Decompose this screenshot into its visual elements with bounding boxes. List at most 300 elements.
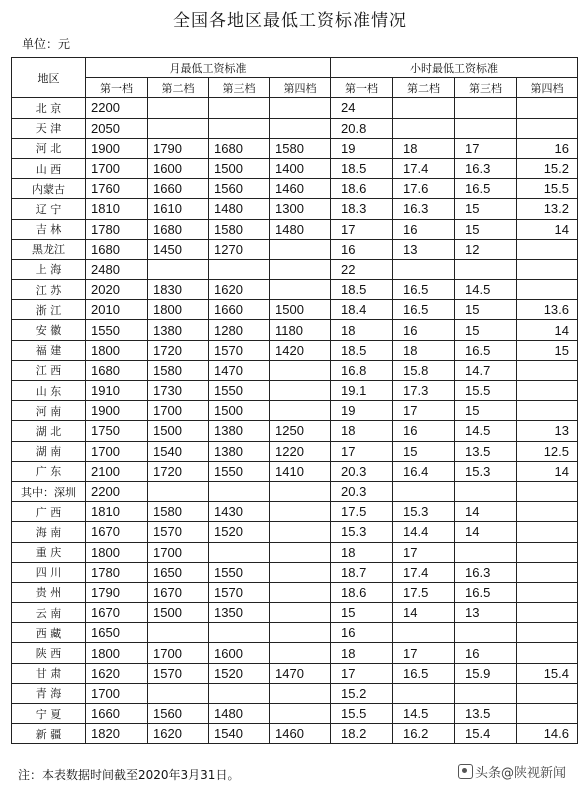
header-monthly-tier-1: 第一档 — [86, 78, 148, 98]
monthly-tier-4-cell — [270, 522, 331, 542]
hourly-tier-1-cell: 17 — [331, 663, 393, 683]
hourly-tier-1-cell: 20.8 — [331, 118, 393, 138]
monthly-tier-3-cell: 1540 — [209, 724, 270, 744]
hourly-tier-3-cell: 12 — [455, 239, 517, 259]
hourly-tier-1-cell: 18 — [331, 542, 393, 562]
monthly-tier-1-cell: 1680 — [86, 360, 148, 380]
hourly-tier-1-cell: 18.6 — [331, 179, 393, 199]
monthly-tier-4-cell: 1420 — [270, 340, 331, 360]
monthly-tier-3-cell: 1680 — [209, 138, 270, 158]
hourly-tier-2-cell: 15.8 — [393, 360, 455, 380]
monthly-tier-2-cell: 1800 — [148, 300, 209, 320]
monthly-tier-2-cell: 1830 — [148, 280, 209, 300]
monthly-tier-3-cell: 1620 — [209, 280, 270, 300]
table-row — [12, 441, 578, 461]
hourly-tier-2-cell: 17 — [393, 542, 455, 562]
monthly-tier-2-cell — [148, 623, 209, 643]
header-monthly-tier-2: 第二档 — [148, 78, 209, 98]
monthly-tier-4-cell — [270, 704, 331, 724]
hourly-tier-3-cell: 16.5 — [455, 179, 517, 199]
monthly-tier-1-cell: 1900 — [86, 401, 148, 421]
hourly-tier-2-cell — [393, 98, 455, 118]
monthly-tier-2-cell: 1380 — [148, 320, 209, 340]
monthly-tier-2-cell — [148, 259, 209, 279]
table-row — [12, 542, 578, 562]
monthly-tier-1-cell: 1780 — [86, 562, 148, 582]
region-cell: 甘 肃 — [12, 663, 86, 683]
hourly-tier-2-cell — [393, 623, 455, 643]
hourly-tier-3-cell: 15.4 — [455, 724, 517, 744]
monthly-tier-2-cell — [148, 481, 209, 501]
hourly-tier-3-cell — [455, 259, 517, 279]
region-cell: 陕 西 — [12, 643, 86, 663]
monthly-tier-3-cell — [209, 623, 270, 643]
monthly-tier-1-cell: 2050 — [86, 118, 148, 138]
hourly-tier-2-cell — [393, 683, 455, 703]
hourly-tier-3-cell: 13.5 — [455, 441, 517, 461]
hourly-tier-2-cell: 16.4 — [393, 461, 455, 481]
hourly-tier-4-cell: 14 — [517, 320, 578, 340]
table-row — [12, 179, 578, 199]
monthly-tier-2-cell: 1650 — [148, 562, 209, 582]
hourly-tier-2-cell: 18 — [393, 138, 455, 158]
hourly-tier-4-cell: 14.6 — [517, 724, 578, 744]
table-row — [12, 461, 578, 481]
hourly-tier-1-cell: 18.5 — [331, 280, 393, 300]
hourly-tier-2-cell — [393, 259, 455, 279]
monthly-tier-1-cell: 1910 — [86, 381, 148, 401]
hourly-tier-2-cell: 15 — [393, 441, 455, 461]
hourly-tier-4-cell — [517, 704, 578, 724]
monthly-tier-4-cell — [270, 360, 331, 380]
hourly-tier-3-cell: 16.5 — [455, 582, 517, 602]
monthly-tier-2-cell: 1670 — [148, 582, 209, 602]
monthly-tier-1-cell: 1750 — [86, 421, 148, 441]
table-row — [12, 481, 578, 501]
hourly-tier-3-cell: 17 — [455, 138, 517, 158]
region-cell: 黑龙江 — [12, 239, 86, 259]
table-row — [12, 300, 578, 320]
hourly-tier-2-cell: 17 — [393, 401, 455, 421]
hourly-tier-3-cell: 15.5 — [455, 381, 517, 401]
hourly-tier-3-cell — [455, 98, 517, 118]
monthly-tier-4-cell — [270, 280, 331, 300]
hourly-tier-2-cell: 18 — [393, 340, 455, 360]
hourly-tier-2-cell: 15.3 — [393, 502, 455, 522]
region-cell: 天 津 — [12, 118, 86, 138]
monthly-tier-3-cell: 1380 — [209, 441, 270, 461]
hourly-tier-3-cell: 14.7 — [455, 360, 517, 380]
table-body — [12, 98, 578, 744]
monthly-tier-1-cell: 2200 — [86, 98, 148, 118]
region-cell: 江 西 — [12, 360, 86, 380]
header-row-groups — [12, 58, 578, 78]
monthly-tier-1-cell: 1790 — [86, 582, 148, 602]
hourly-tier-1-cell: 24 — [331, 98, 393, 118]
table-row — [12, 360, 578, 380]
hourly-tier-1-cell: 18.5 — [331, 340, 393, 360]
unit-label: 单位：元 — [22, 37, 71, 51]
monthly-tier-2-cell: 1700 — [148, 401, 209, 421]
region-cell: 湖 南 — [12, 441, 86, 461]
hourly-tier-1-cell: 17 — [331, 219, 393, 239]
hourly-tier-2-cell: 16.5 — [393, 280, 455, 300]
hourly-tier-2-cell — [393, 481, 455, 501]
monthly-tier-4-cell: 1180 — [270, 320, 331, 340]
monthly-tier-3-cell: 1520 — [209, 663, 270, 683]
hourly-tier-4-cell: 14 — [517, 461, 578, 481]
hourly-tier-4-cell — [517, 603, 578, 623]
table-row — [12, 724, 578, 744]
hourly-tier-2-cell: 14.4 — [393, 522, 455, 542]
hourly-tier-1-cell: 20.3 — [331, 481, 393, 501]
region-cell: 海 南 — [12, 522, 86, 542]
monthly-tier-4-cell — [270, 481, 331, 501]
monthly-tier-2-cell: 1720 — [148, 461, 209, 481]
region-cell: 上 海 — [12, 259, 86, 279]
monthly-tier-2-cell: 1540 — [148, 441, 209, 461]
monthly-tier-1-cell: 2010 — [86, 300, 148, 320]
hourly-tier-4-cell — [517, 381, 578, 401]
hourly-tier-4-cell: 13 — [517, 421, 578, 441]
hourly-tier-1-cell: 16 — [331, 623, 393, 643]
header-hourly-tier-3: 第三档 — [455, 78, 517, 98]
monthly-tier-2-cell: 1570 — [148, 522, 209, 542]
header-hourly: 小时最低工资标准 — [331, 58, 578, 78]
monthly-tier-3-cell: 1480 — [209, 704, 270, 724]
hourly-tier-2-cell: 16.3 — [393, 199, 455, 219]
table-row — [12, 138, 578, 158]
hourly-tier-4-cell: 15.2 — [517, 158, 578, 178]
hourly-tier-1-cell: 17 — [331, 441, 393, 461]
monthly-tier-2-cell: 1680 — [148, 219, 209, 239]
region-cell: 青 海 — [12, 683, 86, 703]
monthly-tier-2-cell: 1570 — [148, 663, 209, 683]
monthly-tier-4-cell — [270, 98, 331, 118]
monthly-tier-4-cell — [270, 381, 331, 401]
monthly-tier-4-cell — [270, 239, 331, 259]
hourly-tier-2-cell: 17.4 — [393, 562, 455, 582]
monthly-tier-1-cell: 1670 — [86, 603, 148, 623]
hourly-tier-4-cell — [517, 582, 578, 602]
monthly-tier-4-cell: 1480 — [270, 219, 331, 239]
monthly-tier-4-cell — [270, 683, 331, 703]
region-cell: 辽 宁 — [12, 199, 86, 219]
table-row — [12, 219, 578, 239]
monthly-tier-4-cell — [270, 542, 331, 562]
monthly-tier-4-cell: 1460 — [270, 179, 331, 199]
hourly-tier-1-cell: 18 — [331, 643, 393, 663]
header-hourly-tier-4: 第四档 — [517, 78, 578, 98]
table-row — [12, 199, 578, 219]
hourly-tier-4-cell — [517, 562, 578, 582]
monthly-tier-3-cell: 1500 — [209, 158, 270, 178]
table-row — [12, 623, 578, 643]
region-cell: 山 西 — [12, 158, 86, 178]
monthly-tier-1-cell: 1800 — [86, 643, 148, 663]
hourly-tier-1-cell: 15.2 — [331, 683, 393, 703]
hourly-tier-4-cell: 12.5 — [517, 441, 578, 461]
hourly-tier-2-cell — [393, 118, 455, 138]
monthly-tier-3-cell: 1570 — [209, 340, 270, 360]
monthly-tier-3-cell: 1550 — [209, 461, 270, 481]
table-row — [12, 562, 578, 582]
region-cell: 安 徽 — [12, 320, 86, 340]
monthly-tier-4-cell: 1580 — [270, 138, 331, 158]
region-cell: 湖 北 — [12, 421, 86, 441]
hourly-tier-3-cell: 15.9 — [455, 663, 517, 683]
region-cell: 福 建 — [12, 340, 86, 360]
region-cell: 西 藏 — [12, 623, 86, 643]
hourly-tier-2-cell: 13 — [393, 239, 455, 259]
monthly-tier-4-cell: 1410 — [270, 461, 331, 481]
monthly-tier-1-cell: 1620 — [86, 663, 148, 683]
monthly-tier-1-cell: 1900 — [86, 138, 148, 158]
page-title: 全国各地区最低工资标准情况 — [173, 11, 407, 31]
hourly-tier-2-cell: 14.5 — [393, 704, 455, 724]
monthly-tier-3-cell — [209, 118, 270, 138]
monthly-tier-4-cell: 1400 — [270, 158, 331, 178]
header-monthly-tier-3: 第三档 — [209, 78, 270, 98]
monthly-tier-4-cell — [270, 623, 331, 643]
monthly-tier-2-cell: 1580 — [148, 360, 209, 380]
region-cell: 江 苏 — [12, 280, 86, 300]
monthly-tier-1-cell: 1760 — [86, 179, 148, 199]
hourly-tier-4-cell — [517, 360, 578, 380]
hourly-tier-4-cell — [517, 643, 578, 663]
hourly-tier-4-cell: 15.5 — [517, 179, 578, 199]
header-monthly: 月最低工资标准 — [86, 58, 331, 78]
hourly-tier-4-cell — [517, 542, 578, 562]
hourly-tier-3-cell: 14 — [455, 522, 517, 542]
table-row — [12, 158, 578, 178]
monthly-tier-1-cell: 2480 — [86, 259, 148, 279]
monthly-tier-2-cell — [148, 98, 209, 118]
table-row — [12, 643, 578, 663]
monthly-tier-3-cell: 1520 — [209, 522, 270, 542]
monthly-tier-1-cell: 1820 — [86, 724, 148, 744]
monthly-tier-1-cell: 1800 — [86, 542, 148, 562]
hourly-tier-3-cell: 14 — [455, 502, 517, 522]
hourly-tier-3-cell: 15 — [455, 199, 517, 219]
monthly-tier-4-cell — [270, 401, 331, 421]
watermark-text: 头条@陕视新闻 — [475, 766, 567, 781]
monthly-tier-1-cell: 2100 — [86, 461, 148, 481]
hourly-tier-1-cell: 18 — [331, 320, 393, 340]
region-cell: 河 南 — [12, 401, 86, 421]
monthly-tier-1-cell: 2200 — [86, 481, 148, 501]
hourly-tier-2-cell: 17.3 — [393, 381, 455, 401]
table-row — [12, 603, 578, 623]
hourly-tier-4-cell — [517, 280, 578, 300]
hourly-tier-1-cell: 18.7 — [331, 562, 393, 582]
hourly-tier-3-cell — [455, 542, 517, 562]
monthly-tier-3-cell: 1430 — [209, 502, 270, 522]
hourly-tier-3-cell: 15 — [455, 401, 517, 421]
hourly-tier-2-cell: 16 — [393, 219, 455, 239]
header-hourly-tier-1: 第一档 — [331, 78, 393, 98]
hourly-tier-3-cell: 13 — [455, 603, 517, 623]
hourly-tier-2-cell: 16.5 — [393, 663, 455, 683]
region-cell: 浙 江 — [12, 300, 86, 320]
monthly-tier-3-cell: 1280 — [209, 320, 270, 340]
hourly-tier-1-cell: 18.5 — [331, 158, 393, 178]
monthly-tier-1-cell: 1810 — [86, 199, 148, 219]
hourly-tier-1-cell: 19 — [331, 138, 393, 158]
table-row — [12, 320, 578, 340]
table-row — [12, 502, 578, 522]
hourly-tier-1-cell: 18.3 — [331, 199, 393, 219]
monthly-tier-3-cell: 1380 — [209, 421, 270, 441]
monthly-tier-1-cell: 1700 — [86, 158, 148, 178]
region-cell: 内蒙古 — [12, 179, 86, 199]
table-row — [12, 421, 578, 441]
header-region: 地区 — [12, 58, 86, 98]
monthly-tier-1-cell: 1680 — [86, 239, 148, 259]
hourly-tier-1-cell: 16.8 — [331, 360, 393, 380]
monthly-tier-3-cell: 1600 — [209, 643, 270, 663]
hourly-tier-2-cell: 16.2 — [393, 724, 455, 744]
footnote: 注：本表数据时间截至2020年3月31日。 — [18, 768, 240, 782]
hourly-tier-3-cell: 16.5 — [455, 340, 517, 360]
region-cell: 云 南 — [12, 603, 86, 623]
monthly-tier-4-cell — [270, 259, 331, 279]
table-row — [12, 239, 578, 259]
region-cell: 宁 夏 — [12, 704, 86, 724]
hourly-tier-3-cell: 16 — [455, 643, 517, 663]
monthly-tier-3-cell: 1550 — [209, 562, 270, 582]
monthly-tier-4-cell: 1220 — [270, 441, 331, 461]
monthly-tier-1-cell: 1660 — [86, 704, 148, 724]
hourly-tier-4-cell — [517, 683, 578, 703]
monthly-tier-2-cell: 1580 — [148, 502, 209, 522]
monthly-tier-2-cell: 1500 — [148, 421, 209, 441]
hourly-tier-4-cell: 13.2 — [517, 199, 578, 219]
hourly-tier-2-cell: 17.5 — [393, 582, 455, 602]
region-cell: 新 疆 — [12, 724, 86, 744]
monthly-tier-3-cell: 1550 — [209, 381, 270, 401]
table-row — [12, 381, 578, 401]
table-row — [12, 98, 578, 118]
hourly-tier-3-cell: 14.5 — [455, 421, 517, 441]
hourly-tier-4-cell: 13.6 — [517, 300, 578, 320]
header-monthly-tier-4: 第四档 — [270, 78, 331, 98]
table-row — [12, 704, 578, 724]
hourly-tier-1-cell: 15.5 — [331, 704, 393, 724]
region-cell: 四 川 — [12, 562, 86, 582]
camera-icon — [458, 764, 473, 779]
hourly-tier-4-cell: 15 — [517, 340, 578, 360]
hourly-tier-3-cell — [455, 623, 517, 643]
hourly-tier-3-cell: 14.5 — [455, 280, 517, 300]
hourly-tier-3-cell: 15 — [455, 219, 517, 239]
monthly-tier-1-cell: 1700 — [86, 683, 148, 703]
table-row — [12, 522, 578, 542]
monthly-tier-3-cell: 1470 — [209, 360, 270, 380]
region-cell: 广 东 — [12, 461, 86, 481]
hourly-tier-4-cell — [517, 401, 578, 421]
hourly-tier-2-cell: 17 — [393, 643, 455, 663]
monthly-tier-4-cell — [270, 582, 331, 602]
monthly-tier-1-cell: 1670 — [86, 522, 148, 542]
monthly-tier-3-cell: 1480 — [209, 199, 270, 219]
monthly-tier-3-cell: 1560 — [209, 179, 270, 199]
monthly-tier-2-cell: 1560 — [148, 704, 209, 724]
monthly-tier-3-cell: 1500 — [209, 401, 270, 421]
hourly-tier-3-cell: 16.3 — [455, 562, 517, 582]
hourly-tier-4-cell — [517, 522, 578, 542]
monthly-tier-2-cell: 1500 — [148, 603, 209, 623]
monthly-tier-4-cell — [270, 502, 331, 522]
monthly-tier-3-cell: 1660 — [209, 300, 270, 320]
monthly-tier-1-cell: 1800 — [86, 340, 148, 360]
monthly-tier-4-cell: 1470 — [270, 663, 331, 683]
hourly-tier-4-cell: 16 — [517, 138, 578, 158]
header-row-tiers — [12, 78, 578, 98]
hourly-tier-2-cell: 17.4 — [393, 158, 455, 178]
hourly-tier-2-cell: 16.5 — [393, 300, 455, 320]
monthly-tier-3-cell: 1580 — [209, 219, 270, 239]
monthly-tier-2-cell: 1720 — [148, 340, 209, 360]
hourly-tier-4-cell — [517, 118, 578, 138]
monthly-tier-3-cell — [209, 98, 270, 118]
monthly-tier-2-cell: 1600 — [148, 158, 209, 178]
monthly-tier-1-cell: 1550 — [86, 320, 148, 340]
hourly-tier-1-cell: 18.6 — [331, 582, 393, 602]
monthly-tier-3-cell — [209, 259, 270, 279]
monthly-tier-2-cell: 1610 — [148, 199, 209, 219]
hourly-tier-1-cell: 18.4 — [331, 300, 393, 320]
hourly-tier-4-cell — [517, 259, 578, 279]
monthly-tier-2-cell: 1790 — [148, 138, 209, 158]
monthly-tier-2-cell: 1700 — [148, 643, 209, 663]
wage-table — [11, 57, 578, 744]
hourly-tier-3-cell — [455, 481, 517, 501]
monthly-tier-4-cell: 1500 — [270, 300, 331, 320]
monthly-tier-2-cell: 1450 — [148, 239, 209, 259]
hourly-tier-1-cell: 22 — [331, 259, 393, 279]
monthly-tier-3-cell: 1270 — [209, 239, 270, 259]
table-row — [12, 280, 578, 300]
hourly-tier-3-cell — [455, 118, 517, 138]
hourly-tier-1-cell: 20.3 — [331, 461, 393, 481]
monthly-tier-3-cell — [209, 683, 270, 703]
hourly-tier-1-cell: 18.2 — [331, 724, 393, 744]
hourly-tier-1-cell: 16 — [331, 239, 393, 259]
monthly-tier-3-cell: 1350 — [209, 603, 270, 623]
monthly-tier-4-cell — [270, 643, 331, 663]
table-row — [12, 259, 578, 279]
hourly-tier-4-cell: 15.4 — [517, 663, 578, 683]
monthly-tier-4-cell — [270, 118, 331, 138]
region-cell: 山 东 — [12, 381, 86, 401]
watermark — [458, 762, 566, 781]
table-row — [12, 663, 578, 683]
monthly-tier-4-cell: 1250 — [270, 421, 331, 441]
hourly-tier-1-cell: 18 — [331, 421, 393, 441]
hourly-tier-4-cell — [517, 502, 578, 522]
monthly-tier-2-cell: 1700 — [148, 542, 209, 562]
monthly-tier-4-cell — [270, 562, 331, 582]
hourly-tier-2-cell: 16 — [393, 320, 455, 340]
region-cell: 河 北 — [12, 138, 86, 158]
hourly-tier-1-cell: 19 — [331, 401, 393, 421]
region-cell: 贵 州 — [12, 582, 86, 602]
hourly-tier-2-cell: 14 — [393, 603, 455, 623]
hourly-tier-3-cell: 15.3 — [455, 461, 517, 481]
monthly-tier-1-cell: 2020 — [86, 280, 148, 300]
hourly-tier-2-cell: 16 — [393, 421, 455, 441]
